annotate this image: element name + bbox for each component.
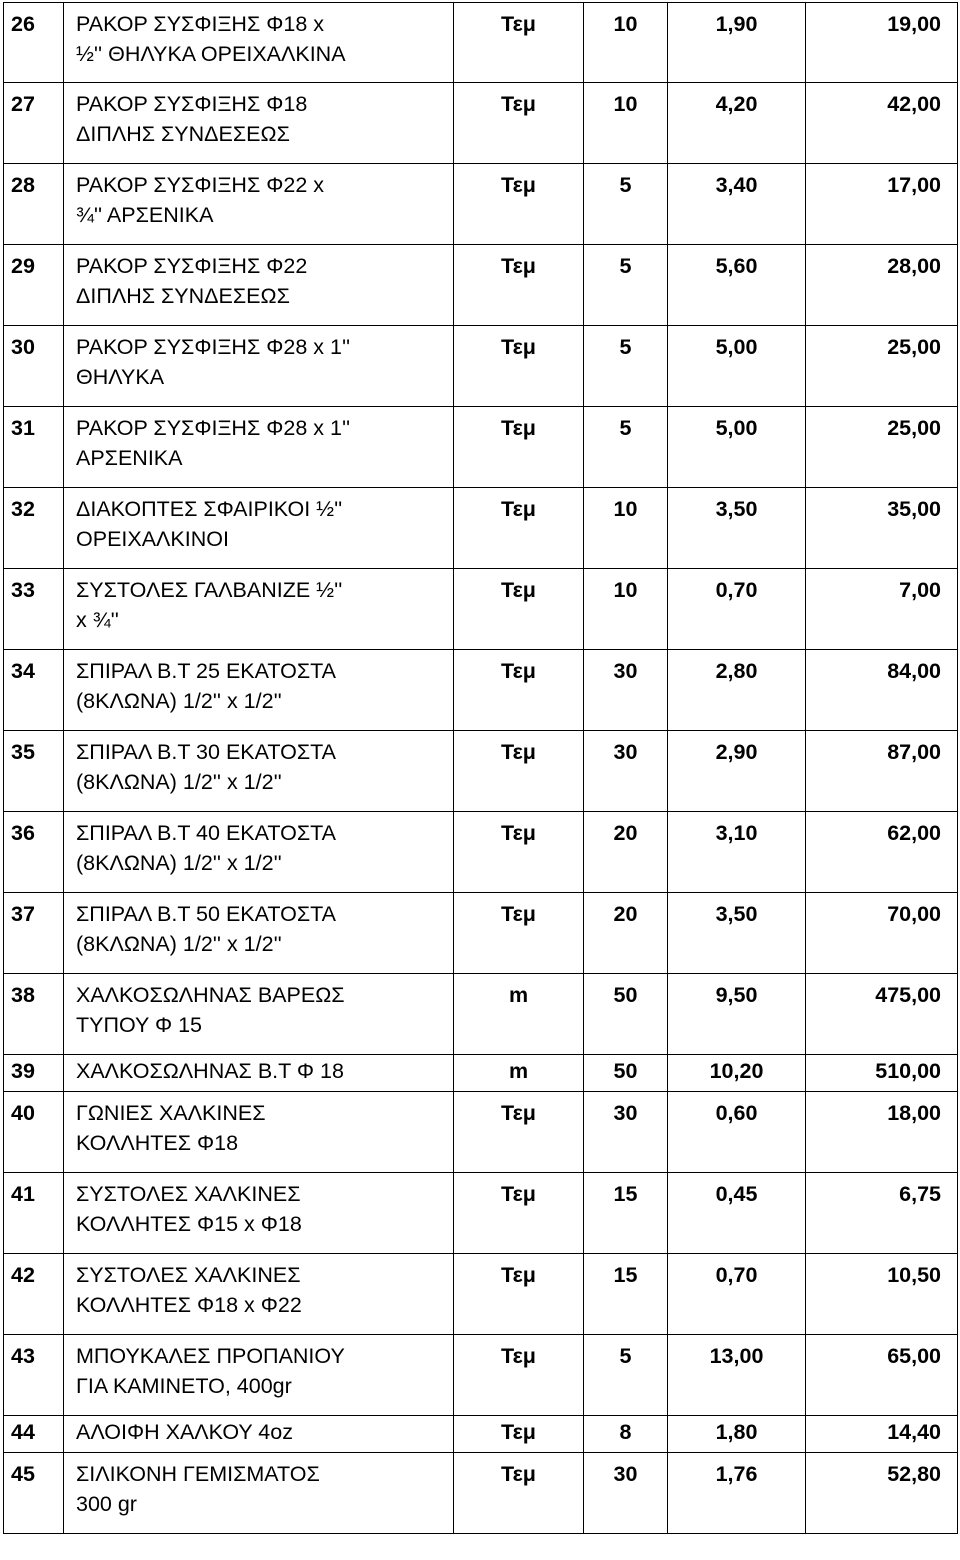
item-description-line: ΡΑΚΟΡ ΣΥΣΦΙΞΗΣ Φ28 x 1'' [76,416,351,440]
item-total-cell: 475,00 [806,974,958,1055]
item-quantity-cell: 10 [584,3,668,83]
item-description-cell [64,974,454,1055]
item-quantity-cell: 5 [584,245,668,326]
item-quantity-cell: 15 [584,1254,668,1335]
item-unit-price-cell: 5,60 [668,245,806,326]
table-row [4,731,958,812]
table-row [4,83,958,164]
item-number-cell: 26 [4,3,64,83]
item-unit-price-cell: 3,10 [668,812,806,893]
item-description-line: ΜΠΟΥΚΑΛΕΣ ΠΡΟΠΑΝΙΟΥ [76,1344,345,1368]
item-unit-cell: Τεμ [454,407,584,488]
item-number-cell: 43 [4,1335,64,1416]
item-quantity-cell: 30 [584,1453,668,1534]
item-total-cell: 17,00 [806,164,958,245]
table-row [4,569,958,650]
table-row [4,650,958,731]
item-unit-price-cell: 4,20 [668,83,806,164]
item-description-cell [64,893,454,974]
item-total-cell: 42,00 [806,83,958,164]
item-unit-cell: Τεμ [454,569,584,650]
item-description-line: ΔΙΑΚΟΠΤΕΣ ΣΦΑΙΡΙΚΟΙ ½'' [76,497,343,521]
item-quantity-cell: 8 [584,1416,668,1453]
item-description-cell [64,1055,454,1092]
item-description-cell [64,1254,454,1335]
item-quantity-cell: 30 [584,1092,668,1173]
item-number-cell: 34 [4,650,64,731]
item-description-line: ΤΥΠΟΥ Φ 15 [76,1013,202,1037]
item-quantity-cell: 10 [584,488,668,569]
item-total-cell: 87,00 [806,731,958,812]
item-description-line: ΣΥΣΤΟΛΕΣ ΓΑΛΒΑΝΙΖΕ ½'' [76,578,343,602]
item-unit-price-cell: 0,45 [668,1173,806,1254]
item-description-cell [64,731,454,812]
table-row [4,1055,958,1092]
items-table [3,2,958,1534]
item-total-cell: 70,00 [806,893,958,974]
item-number-cell: 38 [4,974,64,1055]
item-quantity-cell: 30 [584,650,668,731]
table-row [4,1254,958,1335]
item-total-cell: 62,00 [806,812,958,893]
item-quantity-cell: 20 [584,893,668,974]
item-unit-price-cell: 3,40 [668,164,806,245]
item-description-cell [64,569,454,650]
item-description-cell [64,650,454,731]
item-quantity-cell: 20 [584,812,668,893]
item-number-cell: 29 [4,245,64,326]
item-unit-price-cell: 10,20 [668,1055,806,1092]
item-description-line: ΡΑΚΟΡ ΣΥΣΦΙΞΗΣ Φ28 x 1'' [76,335,351,359]
item-number-cell: 45 [4,1453,64,1534]
item-description-line: ΔΙΠΛΗΣ ΣΥΝΔΕΣΕΩΣ [76,122,290,146]
item-unit-cell: Τεμ [454,83,584,164]
item-quantity-cell: 5 [584,326,668,407]
item-total-cell: 25,00 [806,407,958,488]
item-unit-cell: m [454,1055,584,1092]
item-unit-cell: Τεμ [454,893,584,974]
item-description-line: (8ΚΛΩΝΑ) 1/2'' x 1/2'' [76,932,282,956]
item-number-cell: 37 [4,893,64,974]
item-description-line: ΡΑΚΟΡ ΣΥΣΦΙΞΗΣ Φ18 [76,92,308,116]
item-unit-price-cell: 1,80 [668,1416,806,1453]
item-description-cell [64,407,454,488]
item-total-cell: 65,00 [806,1335,958,1416]
item-description-cell [64,83,454,164]
item-description-line: ΑΛΟΙΦΗ ΧΑΛΚΟΥ 4oz [76,1420,293,1444]
item-quantity-cell: 5 [584,164,668,245]
item-total-cell: 14,40 [806,1416,958,1453]
item-description-line: x ¾'' [76,608,119,632]
item-description-cell [64,1173,454,1254]
item-description-line: 300 gr [76,1492,137,1516]
table-row [4,893,958,974]
item-total-cell: 510,00 [806,1055,958,1092]
item-number-cell: 31 [4,407,64,488]
items-table-body [4,3,958,1534]
item-unit-cell: Τεμ [454,1254,584,1335]
item-unit-cell: Τεμ [454,245,584,326]
item-description-line: ΚΟΛΛΗΤΕΣ Φ18 x Φ22 [76,1293,302,1317]
item-description-cell [64,3,454,83]
item-description-line: ΧΑΛΚΟΣΩΛΗΝΑΣ ΒΑΡΕΩΣ [76,983,345,1007]
item-description-cell [64,488,454,569]
item-description-cell [64,812,454,893]
table-row [4,812,958,893]
item-unit-price-cell: 1,76 [668,1453,806,1534]
item-unit-price-cell: 13,00 [668,1335,806,1416]
item-description-cell [64,164,454,245]
item-quantity-cell: 15 [584,1173,668,1254]
item-description-line: ΡΑΚΟΡ ΣΥΣΦΙΞΗΣ Φ22 [76,254,308,278]
table-row [4,407,958,488]
item-description-line: ΣΥΣΤΟΛΕΣ ΧΑΛΚΙΝΕΣ [76,1182,301,1206]
table-row [4,1335,958,1416]
item-quantity-cell: 10 [584,83,668,164]
table-row [4,974,958,1055]
item-description-cell [64,1453,454,1534]
item-total-cell: 6,75 [806,1173,958,1254]
item-description-line: ΓΩΝΙΕΣ ΧΑΛΚΙΝΕΣ [76,1101,266,1125]
item-description-line: ΡΑΚΟΡ ΣΥΣΦΙΞΗΣ Φ18 x [76,12,325,36]
item-number-cell: 44 [4,1416,64,1453]
item-unit-cell: Τεμ [454,326,584,407]
item-unit-price-cell: 5,00 [668,407,806,488]
item-unit-cell: Τεμ [454,812,584,893]
item-number-cell: 33 [4,569,64,650]
item-description-line: ΣΥΣΤΟΛΕΣ ΧΑΛΚΙΝΕΣ [76,1263,301,1287]
item-total-cell: 84,00 [806,650,958,731]
item-quantity-cell: 5 [584,407,668,488]
item-description-line: ΣΠΙΡΑΛ Β.Τ 40 ΕΚΑΤΟΣΤΑ [76,821,337,845]
item-unit-cell: Τεμ [454,1335,584,1416]
item-unit-price-cell: 2,80 [668,650,806,731]
item-description-line: ΣΠΙΡΑΛ Β.Τ 50 ΕΚΑΤΟΣΤΑ [76,902,337,926]
table-row [4,326,958,407]
item-unit-price-cell: 2,90 [668,731,806,812]
item-total-cell: 19,00 [806,3,958,83]
item-quantity-cell: 50 [584,1055,668,1092]
item-unit-cell: Τεμ [454,1173,584,1254]
table-row [4,1173,958,1254]
item-description-line: ΚΟΛΛΗΤΕΣ Φ15 x Φ18 [76,1212,302,1236]
item-total-cell: 52,80 [806,1453,958,1534]
item-unit-price-cell: 0,60 [668,1092,806,1173]
item-unit-price-cell: 0,70 [668,1254,806,1335]
item-unit-price-cell: 3,50 [668,893,806,974]
item-description-line: ΚΟΛΛΗΤΕΣ Φ18 [76,1131,239,1155]
item-unit-cell: Τεμ [454,1453,584,1534]
item-number-cell: 41 [4,1173,64,1254]
item-number-cell: 27 [4,83,64,164]
item-number-cell: 39 [4,1055,64,1092]
item-description-cell [64,1416,454,1453]
item-unit-cell: m [454,974,584,1055]
table-row [4,245,958,326]
item-description-cell [64,326,454,407]
item-quantity-cell: 5 [584,1335,668,1416]
item-total-cell: 18,00 [806,1092,958,1173]
item-unit-cell: Τεμ [454,731,584,812]
item-description-line: ¾'' ΑΡΣΕΝΙΚΑ [76,203,214,227]
table-row [4,1092,958,1173]
item-description-cell [64,245,454,326]
item-description-line: ΟΡΕΙΧΑΛΚΙΝΟΙ [76,527,229,551]
item-number-cell: 28 [4,164,64,245]
item-unit-price-cell: 1,90 [668,3,806,83]
table-row [4,1416,958,1453]
item-description-line: (8ΚΛΩΝΑ) 1/2'' x 1/2'' [76,770,282,794]
item-number-cell: 32 [4,488,64,569]
item-unit-cell: Τεμ [454,3,584,83]
item-description-line: ΣΙΛΙΚΟΝΗ ΓΕΜΙΣΜΑΤΟΣ [76,1462,320,1486]
item-number-cell: 30 [4,326,64,407]
item-unit-price-cell: 3,50 [668,488,806,569]
item-unit-cell: Τεμ [454,1416,584,1453]
table-row [4,1453,958,1534]
table-row [4,164,958,245]
item-description-line: ΡΑΚΟΡ ΣΥΣΦΙΞΗΣ Φ22 x [76,173,325,197]
item-description-line: (8ΚΛΩΝΑ) 1/2'' x 1/2'' [76,851,282,875]
item-total-cell: 25,00 [806,326,958,407]
item-unit-cell: Τεμ [454,1092,584,1173]
item-description-line: (8ΚΛΩΝΑ) 1/2'' x 1/2'' [76,689,282,713]
item-unit-price-cell: 0,70 [668,569,806,650]
item-unit-cell: Τεμ [454,650,584,731]
item-total-cell: 7,00 [806,569,958,650]
item-description-line: ΧΑΛΚΟΣΩΛΗΝΑΣ Β.Τ Φ 18 [76,1059,344,1083]
item-unit-price-cell: 9,50 [668,974,806,1055]
item-description-cell [64,1092,454,1173]
item-quantity-cell: 30 [584,731,668,812]
item-description-line: ΣΠΙΡΑΛ Β.Τ 25 ΕΚΑΤΟΣΤΑ [76,659,337,683]
table-row [4,488,958,569]
item-number-cell: 35 [4,731,64,812]
table-row [4,3,958,83]
item-quantity-cell: 10 [584,569,668,650]
item-description-line: ΔΙΠΛΗΣ ΣΥΝΔΕΣΕΩΣ [76,284,290,308]
item-unit-price-cell: 5,00 [668,326,806,407]
item-total-cell: 35,00 [806,488,958,569]
item-unit-cell: Τεμ [454,488,584,569]
item-number-cell: 40 [4,1092,64,1173]
item-total-cell: 10,50 [806,1254,958,1335]
item-description-line: ΘΗΛΥΚΑ [76,365,165,389]
item-description-line: ΓΙΑ ΚΑΜΙΝΕΤΟ, 400gr [76,1374,292,1398]
item-description-line: ΑΡΣΕΝΙΚΑ [76,446,183,470]
item-total-cell: 28,00 [806,245,958,326]
item-description-cell [64,1335,454,1416]
item-unit-cell: Τεμ [454,164,584,245]
item-quantity-cell: 50 [584,974,668,1055]
item-description-line: ΣΠΙΡΑΛ Β.Τ 30 ΕΚΑΤΟΣΤΑ [76,740,337,764]
item-number-cell: 36 [4,812,64,893]
item-description-line: ½'' ΘΗΛΥΚΑ ΟΡΕΙΧΑΛΚΙΝΑ [76,42,346,66]
item-number-cell: 42 [4,1254,64,1335]
